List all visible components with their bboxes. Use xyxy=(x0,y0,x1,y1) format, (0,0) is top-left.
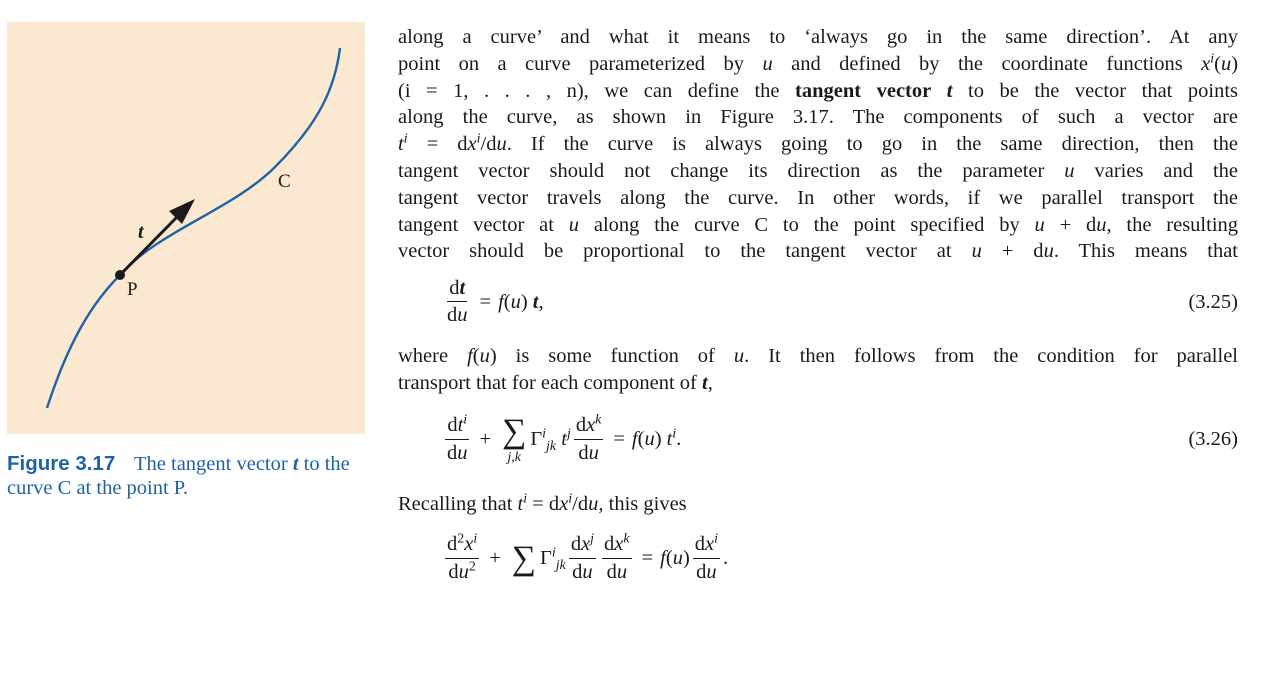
equation-number-3-26: (3.26) xyxy=(1188,428,1238,451)
figure-caption xyxy=(7,452,359,500)
text-line: , this gives xyxy=(598,492,687,515)
text-line: and defined by the coordinate functions xyxy=(791,52,1183,75)
text-line: is some function of xyxy=(515,345,715,368)
body-text xyxy=(398,24,1238,594)
equation-number-3-25: (3.25) xyxy=(1188,290,1238,313)
text-line: transport that for each component of xyxy=(398,371,697,394)
caption-text-1: The tangent vector xyxy=(134,453,288,475)
text-line: point on a curve parameterized by xyxy=(398,52,744,75)
caption-text-2: to the curve C at the point P. xyxy=(7,453,350,499)
paragraph-2: where f(u) is some function of u. It then follows from the condition for parallel xyxy=(398,345,1238,368)
text-line: (i = 1, . . . , n), we can define the xyxy=(398,79,780,102)
text-line: , the resulting xyxy=(1106,213,1239,236)
curve-c xyxy=(47,48,340,408)
text-line: along the curve, as shown in Figure 3.17. The components of such a vector are xyxy=(398,106,1238,129)
term-tangent-vector: tangent vector xyxy=(795,79,932,102)
caption-label: Figure 3.17 xyxy=(7,452,116,475)
text-line: where xyxy=(398,345,449,368)
paragraph-3: Recalling that $t^i = dx^i/du$, this gives xyxy=(398,491,687,515)
vector-t-label: t xyxy=(138,221,144,243)
equation-geodesic: $\frac{d^2x^i}{du^2}$ + ∑ $\Gamma^i_{jk}$ $\frac{dx^j}{du}$ $\frac{dx^k}{du}$ = f(u) $\frac{dx^i}{du}$ . xyxy=(447,531,729,583)
paragraph-1: along a curve’ and what it means to ‘always go in the same direction’. At any point on a curve parameterized by u and defined by the coordinate functions $x^i(u)$ (i = 1, . . . , n), we can define the tangent vector t to be the vector that points along the curve, as shown in Figure 3.17. The components of such a vector are $t^i = dx^i/du$. If the curve is always going to go in the same direction, then the tangent vector should not change its direction as the parameter u varies and the tangent vector travels along the curve. In other words, if we parallel transport the tangent vector at u along the curve C to the point specified by u + du, the resulting vector should be proportional to the tangent vector at u + du. This means that xyxy=(398,26,1239,263)
text-line: . This means that xyxy=(1053,240,1239,263)
point-p-dot xyxy=(115,270,125,280)
text-line: tangent vector at xyxy=(398,213,554,236)
text-line: to be the vector that points xyxy=(968,79,1239,102)
text-line: . If the curve is always going to go in the same direction, then the xyxy=(506,133,1239,156)
curve-c-label: C xyxy=(278,171,291,192)
text-line: along the curve C to the point specified by xyxy=(593,213,1020,236)
equation-3-25: $\frac{dt}{du}$ = f(u) t, (3.25) xyxy=(398,269,1238,335)
figure-svg xyxy=(7,22,365,434)
point-p-label: P xyxy=(127,279,138,300)
tangent-vector-figure xyxy=(7,22,365,434)
paragraph-2-end: transport that for each component of t, xyxy=(398,371,713,394)
caption-symbol: t xyxy=(292,453,299,475)
text-line: vector should be proportional to the tangent vector at xyxy=(398,240,952,263)
text-line: varies and the xyxy=(1094,159,1238,182)
text-line: tangent vector should not change its direction as the parameter xyxy=(398,159,1045,182)
text-line: tangent vector travels along the curve. In other words, if we parallel transport the xyxy=(398,186,1238,209)
text-line: along a curve’ and what it means to ‘always go in the same direction’. At any xyxy=(398,26,1238,48)
text-line: Recalling that xyxy=(398,492,513,515)
equation-3-26: $\frac{dt^i}{du}$ + ∑ j,k $\Gamma^i_{jk}$ $t^j$ $\frac{dx^k}{du}$ = f(u) $t^i$. (3.26) xyxy=(398,401,1238,479)
text-line: . It then follows from the condition for parallel xyxy=(744,345,1238,368)
tangent-vector-shaft xyxy=(120,216,178,275)
